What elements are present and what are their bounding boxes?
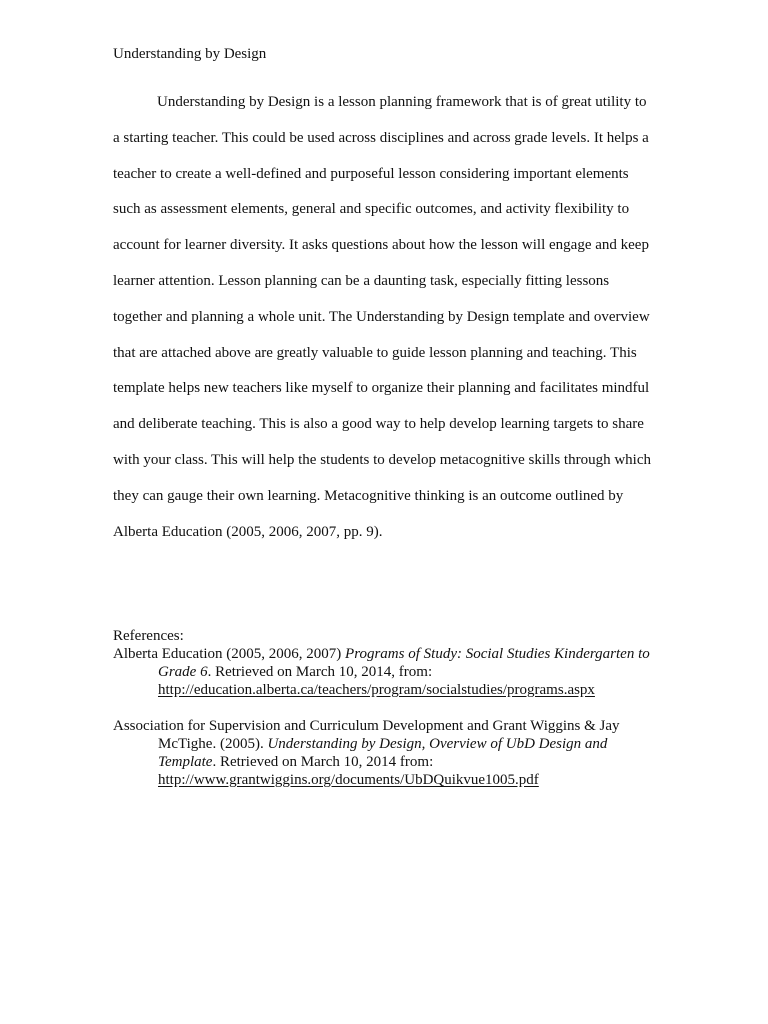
reference-retrieved-text: . Retrieved on March 10, 2014, from: [207,664,433,680]
body-line: that are attached above are greatly valuable to guide lesson planning and teaching. This [113,344,637,361]
body-line: learner attention. Lesson planning can be a daunting task, especially fitting lessons [113,272,610,289]
reference-url-link[interactable]: http://education.alberta.ca/teachers/program/socialstudies/programs.aspx [158,682,595,698]
body-line: and deliberate teaching. This is also a good way to help develop learning targets to share [113,416,644,433]
reference-line [113,645,673,663]
reference-url-link[interactable]: http://www.grantwiggins.org/documents/UbDQuikvue1005.pdf [158,772,539,788]
references-heading: References: [113,628,184,644]
reference-title-text: Understanding by Design, Overview of UbD Design and [267,736,608,752]
body-line: such as assessment elements, general and specific outcomes, and activity flexibility to [113,201,630,218]
body-line: template helps new teachers like myself to organize their planning and facilitates mindful [113,380,650,397]
body-line: account for learner diversity. It asks questions about how the lesson will engage and keep [113,237,649,254]
body-line: teacher to create a well-defined and purposeful lesson considering important elements [113,165,629,182]
body-paragraph [113,91,673,556]
running-header: Understanding by Design [113,46,267,62]
reference-line [113,663,673,681]
reference-entry-ascd [113,717,673,789]
body-line: a starting teacher. This could be used across disciplines and across grade levels. It helps a [113,129,649,146]
reference-title-text: Programs of Study: Social Studies Kindergarten to [345,646,650,662]
reference-line [113,735,673,753]
reference-retrieved-text: . Retrieved on March 10, 2014 from: [212,754,434,770]
reference-author-text: Alberta Education (2005, 2006, 2007) [113,646,346,662]
reference-entry-alberta [113,645,673,699]
reference-author-text: McTighe. (2005). [158,736,268,752]
body-line: with your class. This will help the students to develop metacognitive skills through which [113,451,651,468]
reference-title-text: Template [158,754,213,770]
body-line: Alberta Education (2005, 2006, 2007, pp. 9). [113,523,383,540]
reference-line [113,681,673,699]
reference-line [113,753,673,771]
reference-line: Association for Supervision and Curriculum Development and Grant Wiggins & Jay [113,718,620,734]
reference-line [113,771,673,789]
references-section [113,627,673,789]
reference-title-text: Grade 6 [158,664,208,680]
body-line: together and planning a whole unit. The Understanding by Design template and overview [113,308,650,325]
body-line: Understanding by Design is a lesson planning framework that is of great utility to [157,94,647,110]
body-line: they can gauge their own learning. Metacognitive thinking is an outcome outlined by [113,487,624,504]
